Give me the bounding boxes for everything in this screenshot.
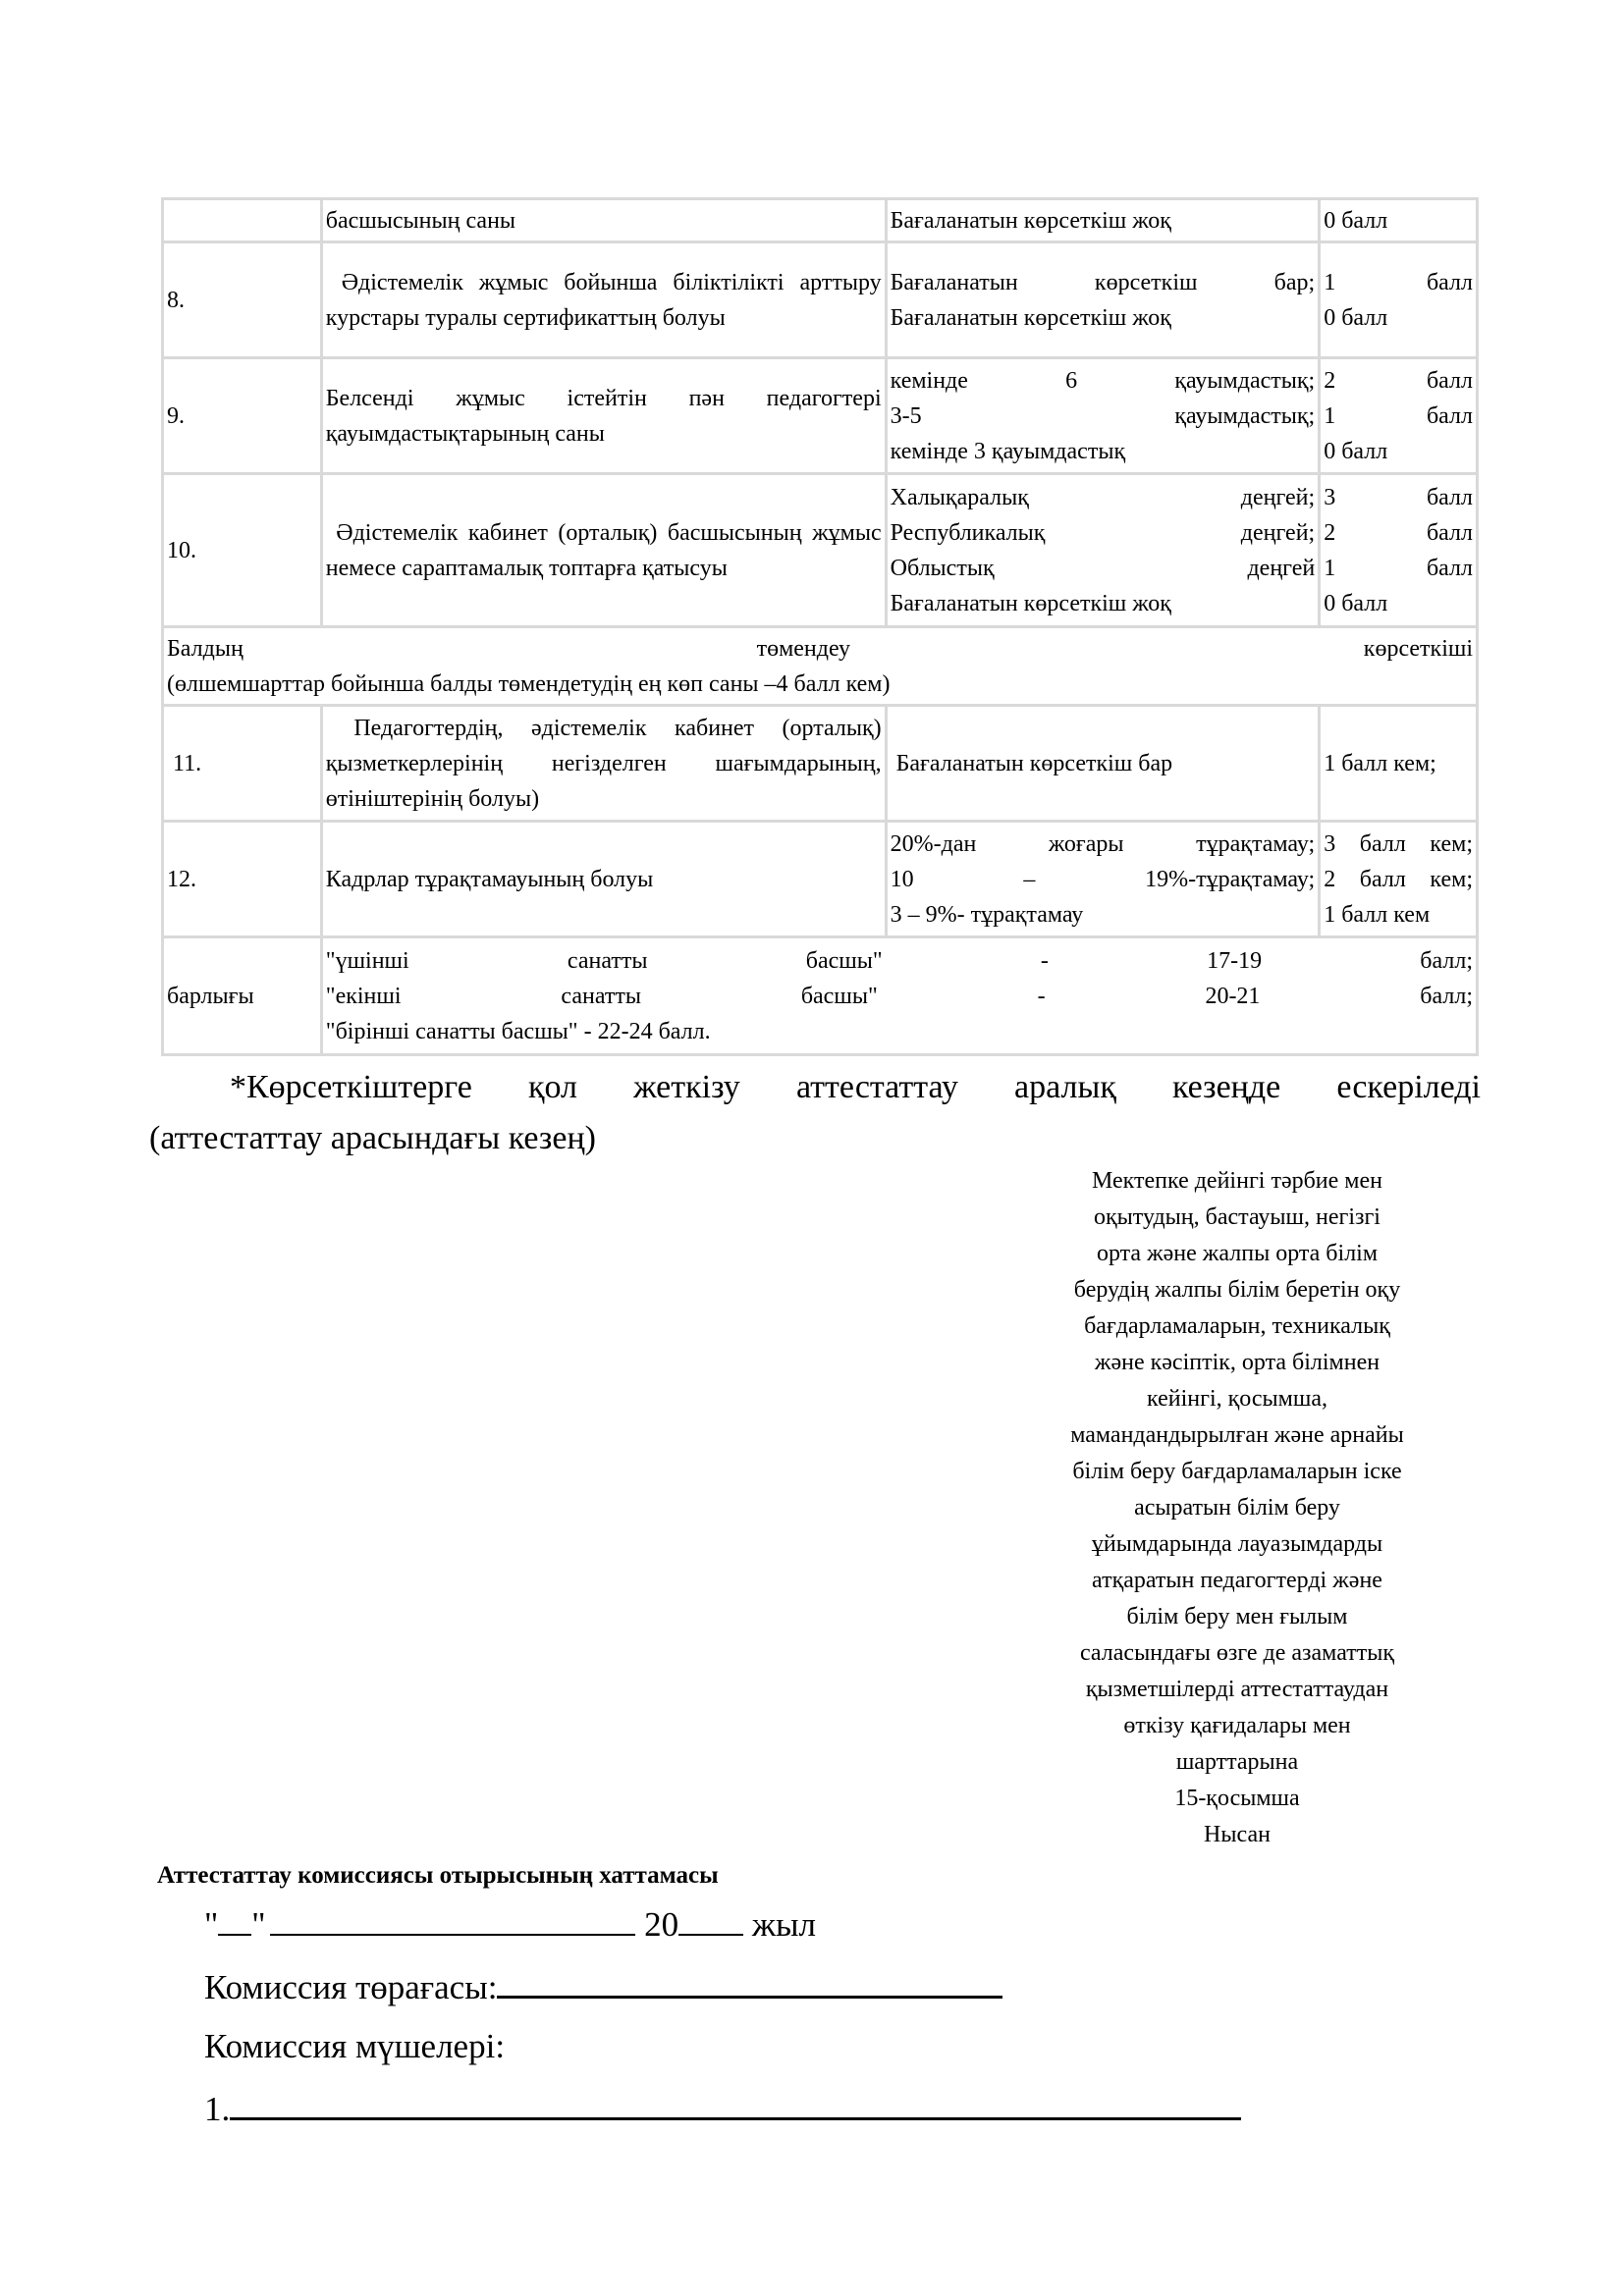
score-cell [1320, 242, 1478, 358]
member-1-field[interactable] [230, 2078, 1241, 2120]
caption-line: және кәсіптік, орта білімнен [1094, 1350, 1380, 1375]
caption-line: атқаратын педагогтерді және [1092, 1568, 1382, 1593]
indicator-cell [886, 199, 1320, 242]
score-line: 0 балл [1324, 590, 1388, 616]
year-suffix: жыл [751, 1905, 817, 1944]
caption-line: білім беру мен ғылым [1126, 1604, 1348, 1629]
score-line: 2 балл [1324, 367, 1473, 394]
indicator-line: Бағаланатын көрсеткіш жоқ [890, 207, 1171, 234]
caption-line: шарттарына [1175, 1749, 1299, 1775]
table-row [163, 199, 1478, 242]
criteria-table [161, 197, 1479, 1056]
criterion-cell: Педагогтердің, әдістемелік кабинет (орталық) қызметкерлерінің негізделген шағымдарының, өтініштерінің болуы) [321, 706, 886, 822]
row-number: 12. [163, 822, 322, 937]
score-cell [1320, 706, 1478, 822]
reduction-word: төмендеу [756, 635, 851, 662]
chair-row [204, 1956, 1241, 2014]
indicator-line: 3-5 қауымдастық; [890, 402, 1316, 429]
reduction-header-cell [163, 627, 1478, 706]
score-line: 1 балл кем; [1324, 750, 1436, 776]
score-line: 0 балл [1324, 438, 1388, 464]
caption-line: берудің жалпы білім беретін оқу [1073, 1277, 1401, 1303]
total-cell [321, 937, 1477, 1055]
indicator-line: Халықаралық деңгей; [890, 484, 1316, 510]
year-field[interactable] [678, 1895, 743, 1936]
indicator-line: 10 – 19%-тұрақтамау; [890, 866, 1316, 892]
total-line: "бірінші санатты басшы" - 22-24 балл. [325, 1018, 711, 1044]
footnote-line1: *Көрсеткіштерге қол жеткізу аттестаттау аралық кезеңде ескеріледі [230, 1069, 1481, 1105]
caption-line: өткізу қағидалары мен [1123, 1713, 1351, 1738]
score-cell [1320, 474, 1478, 627]
caption-line: қызметшілерді аттестаттаудан [1085, 1677, 1389, 1702]
score-line: 0 балл [1324, 207, 1388, 234]
chair-field[interactable] [497, 1956, 1002, 1999]
indicator-line: Бағаланатын көрсеткіш бар; [890, 269, 1316, 295]
caption-line: ұйымдарында лауазымдарды [1091, 1531, 1383, 1557]
row-number [163, 199, 322, 242]
caption-line: білім беру бағдарламаларын іске [1072, 1459, 1402, 1484]
criterion-cell: Кадрлар тұрақтамауының болуы [321, 822, 886, 937]
indicator-line: 3 – 9%- тұрақтамау [890, 901, 1084, 928]
caption-line: Мектепке дейінгі тәрбие мен [1092, 1168, 1382, 1194]
indicator-line: Бағаланатын көрсеткіш бар [890, 750, 1173, 776]
row-number: 9. [163, 358, 322, 474]
score-line: 1 балл [1324, 555, 1473, 581]
appendix-number: 15-қосымша [1174, 1786, 1300, 1811]
year-prefix: 20 [644, 1905, 679, 1944]
date-row [204, 1895, 1241, 1951]
protocol-title: Аттестаттау комиссиясы отырысының хаттамасы [157, 1862, 719, 1889]
score-line: 2 балл кем; [1324, 866, 1473, 892]
indicator-cell [886, 822, 1320, 937]
members-label: Комиссия мүшелері: [204, 2027, 506, 2065]
chair-label: Комиссия төрағасы: [204, 1968, 498, 2006]
score-cell [1320, 358, 1478, 474]
members-row [204, 2019, 1241, 2073]
indicator-cell [886, 706, 1320, 822]
criterion-cell: Белсенді жұмыс істейтін пән педагогтері қауымдастықтарының саны [321, 358, 886, 474]
caption-line: кейінгі, қосымша, [1147, 1386, 1327, 1412]
form-label: Нысан [1204, 1822, 1271, 1847]
indicator-cell [886, 474, 1320, 627]
reduction-header-line2: (өлшемшарттар бойынша балды төмендетудің ең көп саны –4 балл кем) [167, 670, 891, 697]
footnote-line2: (аттестаттау арасындағы кезең) [149, 1120, 596, 1156]
score-line: 2 балл [1324, 519, 1473, 546]
caption-line: асыратын білім беру [1134, 1495, 1340, 1521]
indicator-line: Бағаланатын көрсеткіш жоқ [890, 304, 1171, 331]
reduction-header-line1 [167, 631, 1473, 667]
total-line: "үшінші санатты басшы" - 17-19 балл; [325, 947, 1473, 974]
indicator-cell [886, 242, 1320, 358]
table-row [163, 242, 1478, 358]
protocol-form [204, 1895, 1241, 2136]
row-number: 8. [163, 242, 322, 358]
score-line: 1 балл кем [1324, 901, 1431, 928]
table-row [163, 822, 1478, 937]
score-line: 1 балл [1324, 402, 1473, 429]
day-field[interactable] [218, 1895, 251, 1936]
score-line: 1 балл [1324, 269, 1473, 295]
quote-mark: " [251, 1905, 266, 1944]
member-1-label: 1. [204, 2090, 231, 2128]
indicator-line: кемінде 3 қауымдастық [890, 438, 1126, 464]
caption-line: орта және жалпы орта білім [1096, 1241, 1379, 1266]
criterion-cell: Әдістемелік жұмыс бойынша біліктілікті арттыру курстары туралы сертификаттың болуы [321, 242, 886, 358]
total-row [163, 937, 1478, 1055]
indicator-line: Бағаланатын көрсеткіш жоқ [890, 590, 1171, 616]
member-1-row [204, 2078, 1241, 2136]
caption-line: мамандандырылған және арнайы [1070, 1422, 1404, 1448]
criterion-cell: басшысының саны [321, 199, 886, 242]
row-number: 11. [163, 706, 322, 822]
total-label: барлығы [163, 937, 322, 1055]
table-row [163, 358, 1478, 474]
total-line: "екінші санатты басшы" - 20-21 балл; [325, 983, 1473, 1009]
score-cell [1320, 822, 1478, 937]
caption-line: бағдарламаларын, техникалық [1084, 1313, 1390, 1339]
month-field[interactable] [270, 1895, 635, 1936]
indicator-line: Республикалық деңгей; [890, 519, 1316, 546]
table-row [163, 474, 1478, 627]
score-line: 3 балл [1324, 484, 1473, 510]
indicator-cell [886, 358, 1320, 474]
row-number: 10. [163, 474, 322, 627]
caption-line: саласындағы өзге де азаматтық [1079, 1640, 1394, 1666]
score-line: 0 балл [1324, 304, 1388, 331]
indicator-line: Облыстық деңгей [890, 555, 1316, 581]
indicator-line: 20%-дан жоғары тұрақтамау; [890, 830, 1316, 857]
footnote [149, 1062, 1481, 1164]
reduction-word: Балдың [167, 635, 244, 662]
caption-line: оқытудың, бастауыш, негізгі [1094, 1204, 1380, 1230]
score-line: 3 балл кем; [1324, 830, 1473, 857]
reduction-header-row [163, 627, 1478, 706]
table-row [163, 706, 1478, 822]
indicator-line: кемінде 6 қауымдастық; [890, 367, 1316, 394]
criterion-cell: Әдістемелік кабинет (орталық) басшысының жұмыс немесе сараптамалық топтарға қатысуы [321, 474, 886, 627]
reduction-word: көрсеткіші [1363, 635, 1474, 662]
quote-mark: " [204, 1905, 219, 1944]
appendix-caption [1011, 1163, 1463, 1853]
score-cell [1320, 199, 1478, 242]
